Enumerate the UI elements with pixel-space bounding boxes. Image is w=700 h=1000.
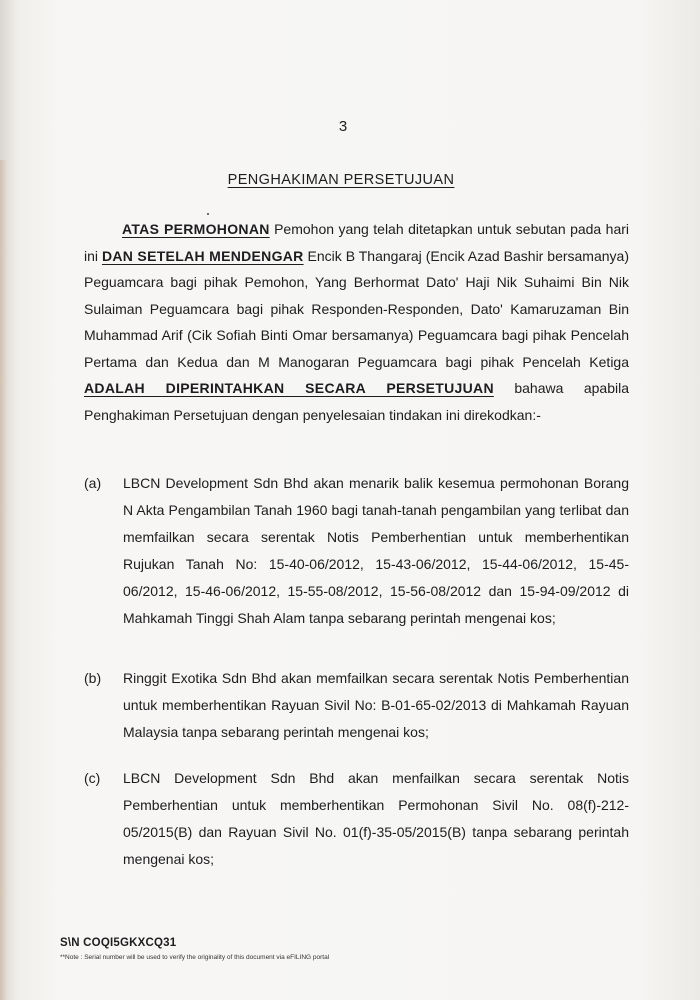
item-label: (b) [84,670,102,686]
intro-part-1: Pemohon yang telah ditetapkan untuk sebutan pada hari ini [84,221,630,264]
order-item-c [84,765,629,873]
intro-part-3: bahawa apabila Penghakiman Persetujuan dengan penyelesaian tindakan ini direkodkan:- [84,380,629,423]
item-label: (c) [84,770,101,786]
intro-emphasis-1: DAN SETELAH MENDENGAR [101,247,304,264]
item-text: Ringgit Exotika Sdn Bhd akan memfailkan secara serentak Notis Pemberhentian untuk memberhentikan Rayuan Sivil No: B-01-65-02/2013 di Mahkamah Rayuan Malaysia tanpa sebarang perintah mengenai kos; [123,670,629,740]
intro-paragraph [84,216,629,428]
order-item-a [84,470,629,632]
intro-lead: ATAS PERMOHONAN [122,221,270,237]
serial-note: **Note : Serial number will be used to verify the originality of this document via eFILING portal [60,954,330,961]
serial-number: S\N COQI5GKXCQ31 [60,937,177,949]
item-label: (a) [84,475,102,491]
document-title: PENGHAKIMAN PERSETUJUAN [227,172,455,188]
page-edge-shadow [0,160,8,1000]
intro-part-2: Encik B Thangaraj (Encik Azad Bashir bersamanya) Peguamcara bagi pihak Pemohon, Yang Berhormat Dato' Haji Nik Suhaimi Bin Nik Sulaiman Peguamcara bagi pihak Responden-Responden, Dato' Kamaruzaman Bin Muhammad Arif (Cik Sofiah Binti Omar bersamanya) Peguamcara bagi pihak Pencelah Pertama dan Kedua dan M Manogaran Peguamcara bagi pihak Pencelah Ketiga [84,247,629,370]
item-text: LBCN Development Sdn Bhd akan menfailkan secara serentak Notis Pemberhentian untuk memberhentikan Permohonan Sivil No. 08(f)-212-05/2015(B) dan Rayuan Sivil No. 01(f)-35-05/2015(B) tanpa sebarang perintah mengenai kos; [123,770,629,867]
order-item-b [84,665,629,746]
page-number: 3 [338,118,348,135]
item-text: LBCN Development Sdn Bhd akan menarik balik kesemua permohonan Borang N Akta Pengambilan Tanah 1960 bagi tanah-tanah pengambilan yang terlibat dan memfailkan secara serentak Notis Pemberhentian untuk memberhentikan Rujukan Tanah No: 15-40-06/2012, 15-43-06/2012, 15-44-06/2012, 15-45-06/2012, 15-46-06/2012, 15-55-08/2012, 15-56-08/2012 dan 15-94-09/2012 di Mahkamah Tinggi Shah Alam tanpa sebarang perintah mengenai kos; [123,475,629,626]
intro-text [84,216,629,428]
intro-emphasis-2: ADALAH DIPERINTAHKAN SECARA PERSETUJUAN [84,380,494,396]
ink-speck [207,213,209,215]
